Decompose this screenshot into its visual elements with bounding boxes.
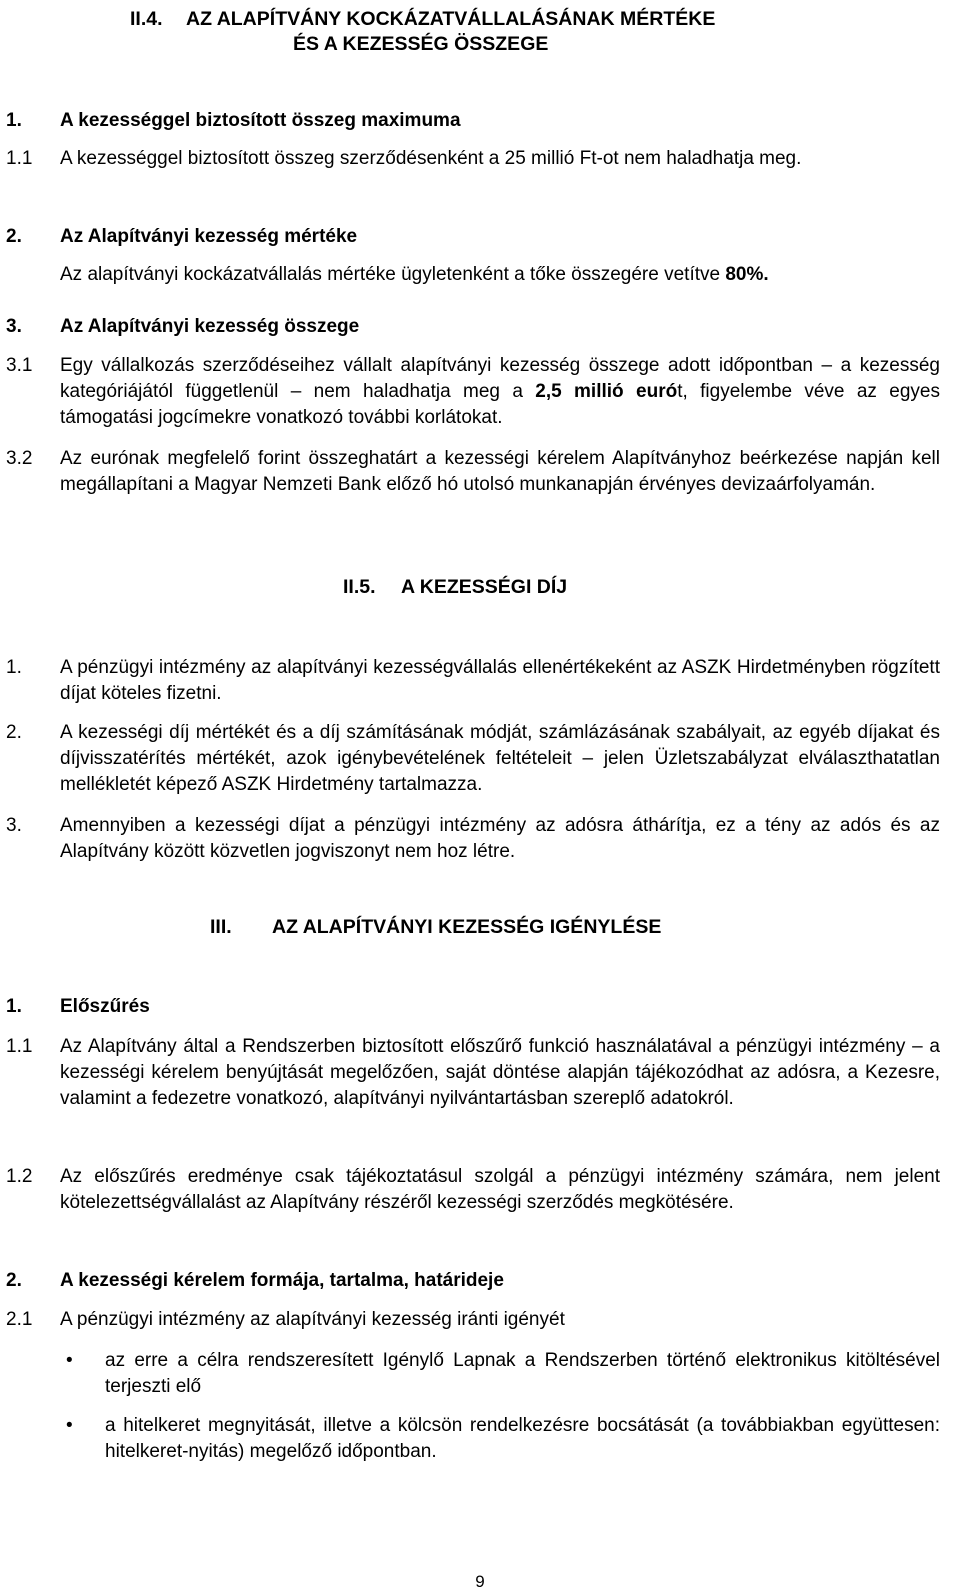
chapter-title-ii5: A KEZESSÉGI DÍJ: [401, 576, 568, 598]
section-number: 2.: [6, 1270, 22, 1291]
text-normal: Egy vállalkozás szerződéseihez vállalt alapítványi kezesség összege adott időpontban – a kezesség kategóriájától függetlenül – nem haladhatja meg a: [60, 355, 940, 402]
text-bold: 80%.: [725, 264, 769, 285]
chapter-title-iii: AZ ALAPÍTVÁNYI KEZESSÉG IGÉNYLÉSE: [272, 916, 662, 938]
text-normal: Az alapítványi kockázatvállalás mértéke ügyletenként a tőke összegére vetítve: [60, 264, 726, 285]
text-normal: t, figyelembe véve az egyes támogatási jogcímekre vonatkozó további korlátokat.: [60, 381, 940, 428]
section-number: 3.1: [6, 355, 33, 376]
section-text: [60, 353, 940, 431]
bullet-item-text: a hitelkeret megnyitását, illetve a kölcsön rendelkezésre bocsátását (a továbbiakban együttesen: hitelkeret-nyitás) megelőző időpontban.: [105, 1415, 940, 1462]
section-number: 3.2: [6, 448, 33, 469]
section-number: 1.2: [6, 1166, 33, 1187]
section-text: A kezességi díj mértékét és a díj számításának módját, számlázásának szabályait, az egyéb díjakat és díjvisszatérítés mértékét, azok igénybevételének feltételeit – jelen Üzletszabályzat elválaszthatatlan mellékletét képező ASZK Hirdetmény tartalmazza.: [60, 722, 940, 795]
section-number: 2.: [6, 226, 22, 247]
section-number: 2.1: [6, 1309, 33, 1330]
section-number: 1.: [6, 657, 22, 678]
section-text: Amennyiben a kezességi díjat a pénzügyi intézmény az adósra áthárítja, ez a tény az adós és az Alapítvány között közvetlen jogviszonyt nem hoz létre.: [60, 815, 940, 862]
section-text: Az eurónak megfelelő forint összeghatárt a kezességi kérelem Alapítványhoz beérkezése napján kell megállapítani a Magyar Nemzeti Bank előző hó utolsó munkanapján érvényes devizaárfolyamán.: [60, 448, 940, 495]
section-number: 1.: [6, 996, 22, 1017]
section-text: [60, 262, 940, 288]
text-bold: 2,5 millió euró: [535, 381, 678, 402]
chapter-number-ii4: II.4.: [130, 8, 163, 30]
section-heading: Az Alapítványi kezesség mértéke: [60, 226, 358, 247]
page-number: 9: [475, 1572, 485, 1591]
section-text: A kezességgel biztosított összeg szerződésenként a 25 millió Ft-ot nem haladhatja meg.: [60, 148, 802, 169]
section-heading: A kezességi kérelem formája, tartalma, határideje: [60, 1270, 504, 1291]
bullet-icon: •: [66, 1350, 73, 1371]
section-number: 3.: [6, 815, 22, 836]
section-text: Az Alapítvány által a Rendszerben biztosított előszűrő funkció használatával a pénzügyi intézmény – a kezességi kérelem benyújtását megelőzően, saját döntése alapján tájékozódhat az adósra, a Kezesre, valamint a fedezetre vonatkozó, alapítványi nyilvántartásban szereplő adatokról.: [60, 1036, 940, 1109]
section-number: 1.: [6, 110, 22, 131]
bullet-icon: •: [66, 1415, 73, 1436]
section-number: 1.1: [6, 148, 33, 169]
chapter-number-iii: III.: [210, 916, 232, 938]
section-text: Az előszűrés eredménye csak tájékoztatásul szolgál a pénzügyi intézmény számára, nem jelent kötelezettségvállalást az Alapítvány részéről kezességi szerződés megkötésére.: [60, 1166, 940, 1213]
chapter-title-ii4-line1: AZ ALAPÍTVÁNY KOCKÁZATVÁLLALÁSÁNAK MÉRTÉKE: [186, 8, 716, 30]
section-heading: A kezességgel biztosított összeg maximuma: [60, 110, 461, 131]
section-number: 2.: [6, 722, 22, 743]
section-text: A pénzügyi intézmény az alapítványi kezességvállalás ellenértékeként az ASZK Hirdetményben rögzített díjat köteles fizetni.: [60, 657, 940, 704]
section-heading: Előszűrés: [60, 996, 150, 1017]
section-text: A pénzügyi intézmény az alapítványi kezesség iránti igényét: [60, 1309, 565, 1330]
chapter-number-ii5: II.5.: [343, 576, 376, 598]
chapter-title-ii4-line2: ÉS A KEZESSÉG ÖSSZEGE: [293, 33, 549, 55]
section-heading: Az Alapítványi kezesség összege: [60, 316, 360, 337]
bullet-item-text: az erre a célra rendszeresített Igénylő Lapnak a Rendszerben történő elektronikus kitöltésével terjeszti elő: [105, 1350, 940, 1397]
section-number: 1.1: [6, 1036, 33, 1057]
section-number: 3.: [6, 316, 22, 337]
